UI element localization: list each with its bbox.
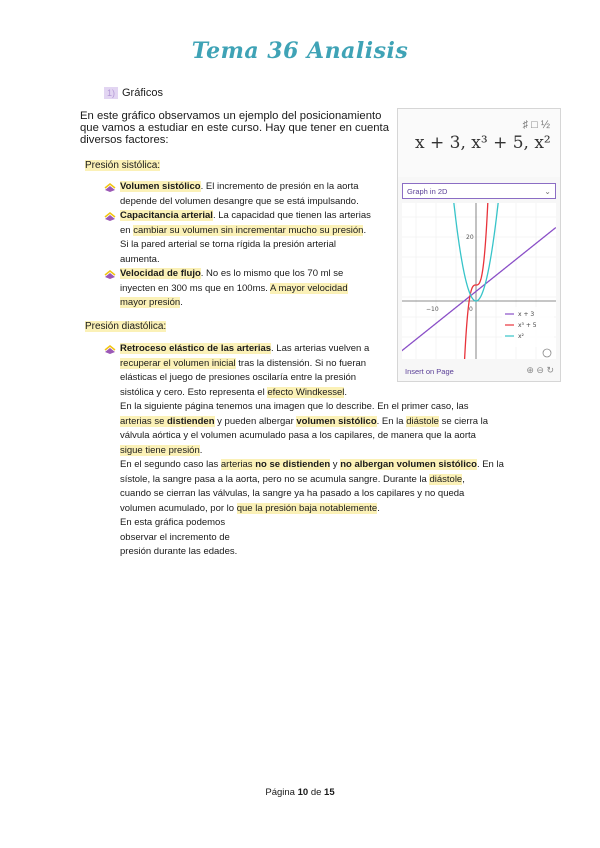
tick-x-neg: −10 <box>426 306 439 313</box>
zoom-in-icon[interactable]: ⊕ <box>526 365 534 375</box>
bullet-book-icon <box>104 183 116 193</box>
section-label: Gráficos <box>122 87 163 99</box>
chevron-down-icon: ⌄ <box>544 187 551 196</box>
graph-mode-dropdown[interactable]: Graph in 2D ⌄ <box>402 183 556 199</box>
function-graph[interactable] <box>402 203 556 359</box>
math-expression: x + 3, x³ + 5, x² <box>415 133 551 153</box>
speaker-icon[interactable]: ♯ <box>522 119 529 131</box>
legend-label-3: x² <box>518 333 524 340</box>
book-icon[interactable]: □ <box>531 119 538 131</box>
tick-y: 20 <box>466 234 474 241</box>
sistolica-heading: Presión sistólica: <box>85 160 161 171</box>
bullet-book-icon <box>104 345 116 355</box>
page-total: 15 <box>324 787 335 798</box>
section-heading <box>104 87 163 99</box>
bullet-volumen-sistolico: Volumen sistólico. El incremento de presión en la aorta depende del volumen desangre que se está impulsando. <box>120 181 359 207</box>
legend <box>502 307 554 347</box>
insert-on-page-link[interactable]: Insert on Page <box>405 367 454 376</box>
legend-label-1: x + 3 <box>518 311 535 318</box>
bullet-book-icon <box>104 270 116 280</box>
diastolica-heading: Presión diastólica: <box>85 321 167 332</box>
paragraph-grafica-edades: En esta gráfica podemos observar el incremento de presión durante las edades. <box>120 517 238 557</box>
page-title: Tema 36 Analisis <box>191 38 409 64</box>
bullet-capacitancia: Capacitancia arterial. La capacidad que tienen las arterias en cambiar su volumen sin incrementar mucho su presión. Si la pared arterial se torna rígida la presión arterial aumenta. <box>120 210 371 265</box>
expression-panel <box>398 109 560 177</box>
intro-paragraph: En este gráfico observamos un ejemplo del posicionamiento que vamos a estudiar en este curso. Hay que tener en cuenta diversos factores: <box>80 110 389 146</box>
legend-label-2: x³ + 5 <box>518 322 537 329</box>
info-icon <box>543 349 551 357</box>
math-graph-widget <box>397 108 561 382</box>
bullet-velocidad-flujo: Velocidad de flujo. No es lo mismo que los 70 ml se inyecten en 300 ms que en 100ms. A mayor velocidad mayor presión. <box>120 268 348 308</box>
paragraph-primer-caso: En la siguiente página tenemos una imagen que lo describe. En el primer caso, las arterias se distienden y pueden albergar volumen sistólico. En la diástole se cierra la válvula aórtica y el volumen acumulado pasa a los capilares, de manera que la aorta sigue tiene presión. <box>120 401 489 456</box>
section-number: 1) <box>104 87 118 99</box>
bullet-retroceso-elastico: Retroceso elástico de las arterias. Las arterias vuelven a recuperar el volumen inicial tras la distensión. Si no fueran elásticas el juego de presiones oscilaría entre la presión sistólica y cero. Esto representa el efecto Windkessel. <box>120 343 370 398</box>
fraction-icon[interactable]: ½ <box>540 119 550 131</box>
tick-x-zero: 0 <box>469 306 473 313</box>
refresh-icon[interactable]: ↻ <box>546 365 554 375</box>
page-footer: Página 10 de 15 <box>265 787 335 798</box>
bullet-book-icon <box>104 212 116 222</box>
zoom-out-icon[interactable]: ⊖ <box>536 365 544 375</box>
page-number: 10 <box>297 787 309 798</box>
paragraph-segundo-caso: En el segundo caso las arterias no se distienden y no albergan volumen sistólico. En la sístole, la sangre pasa a la aorta, pero no se acumula sangre. Durante la diástole, cuando se cierran las válvulas, la sangre ya ha pasado a los capilares y no queda volumen acumulado, por lo que la presión baja notablemente. <box>120 459 504 514</box>
